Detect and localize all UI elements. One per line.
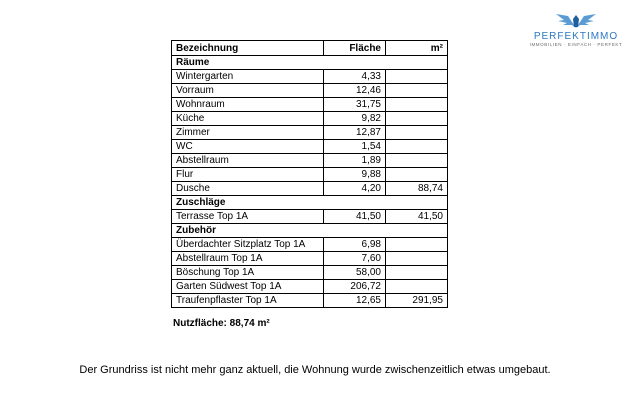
row-name: Flur [172, 168, 324, 182]
row-sum [386, 84, 448, 98]
table-row [172, 210, 448, 224]
section-row [172, 196, 448, 210]
row-sum [386, 168, 448, 182]
table-row [172, 140, 448, 154]
table-row [172, 252, 448, 266]
table-row [172, 98, 448, 112]
row-sum [386, 266, 448, 280]
row-area: 4,33 [324, 70, 386, 84]
row-name: Terrasse Top 1A [172, 210, 324, 224]
table-row [172, 112, 448, 126]
row-name: Traufenpflaster Top 1A [172, 294, 324, 308]
row-sum: 88,74 [386, 182, 448, 196]
row-area: 12,65 [324, 294, 386, 308]
row-name: Abstellraum [172, 154, 324, 168]
row-sum [386, 70, 448, 84]
row-name: Garten Südwest Top 1A [172, 280, 324, 294]
row-sum [386, 252, 448, 266]
row-area: 31,75 [324, 98, 386, 112]
floorplan-note: Der Grundriss ist nicht mehr ganz aktuell, die Wohnung wurde zwischenzeitlich etwas umgebaut. [79, 364, 551, 376]
section-title: Zuschläge [172, 196, 448, 210]
table-row [172, 84, 448, 98]
row-sum [386, 154, 448, 168]
row-name: Überdachter Sitzplatz Top 1A [172, 238, 324, 252]
row-name: Böschung Top 1A [172, 266, 324, 280]
row-sum: 41,50 [386, 210, 448, 224]
table-header-row [172, 41, 448, 56]
row-name: Vorraum [172, 84, 324, 98]
row-name: Zimmer [172, 126, 324, 140]
row-area: 12,46 [324, 84, 386, 98]
row-area: 206,72 [324, 280, 386, 294]
company-logo [528, 12, 624, 48]
section-row [172, 56, 448, 70]
row-name: Wohnraum [172, 98, 324, 112]
logo-name: PERFEKTIMMO [533, 31, 619, 42]
row-name: Küche [172, 112, 324, 126]
row-sum [386, 98, 448, 112]
row-sum [386, 280, 448, 294]
row-area: 6,98 [324, 238, 386, 252]
row-area: 1,54 [324, 140, 386, 154]
total-usable-area: Nutzfläche: 88,74 m² [173, 318, 270, 329]
row-name: Wintergarten [172, 70, 324, 84]
area-table [171, 40, 448, 308]
table-row [172, 238, 448, 252]
row-name: Dusche [172, 182, 324, 196]
table-row [172, 70, 448, 84]
row-area: 7,60 [324, 252, 386, 266]
row-area: 41,50 [324, 210, 386, 224]
row-area: 4,20 [324, 182, 386, 196]
row-area: 9,88 [324, 168, 386, 182]
row-name: Abstellraum Top 1A [172, 252, 324, 266]
section-title: Zubehör [172, 224, 448, 238]
header-name: Bezeichnung [172, 41, 324, 56]
table-row [172, 126, 448, 140]
row-name: WC [172, 140, 324, 154]
table-row [172, 182, 448, 196]
table-row [172, 280, 448, 294]
section-row [172, 224, 448, 238]
row-sum [386, 238, 448, 252]
row-sum [386, 126, 448, 140]
table-row [172, 154, 448, 168]
section-title: Räume [172, 56, 448, 70]
header-area: Fläche [324, 41, 386, 56]
table-row [172, 294, 448, 308]
row-sum [386, 140, 448, 154]
logo-tagline: IMMOBILIEN · EINFACH · PERFEKT [529, 42, 623, 47]
row-area: 1,89 [324, 154, 386, 168]
row-area: 9,82 [324, 112, 386, 126]
table-row [172, 266, 448, 280]
row-area: 58,00 [324, 266, 386, 280]
table-row [172, 168, 448, 182]
row-area: 12,87 [324, 126, 386, 140]
row-sum: 291,95 [386, 294, 448, 308]
header-unit: m² [386, 41, 448, 56]
row-sum [386, 112, 448, 126]
eagle-logo-icon [554, 12, 598, 30]
